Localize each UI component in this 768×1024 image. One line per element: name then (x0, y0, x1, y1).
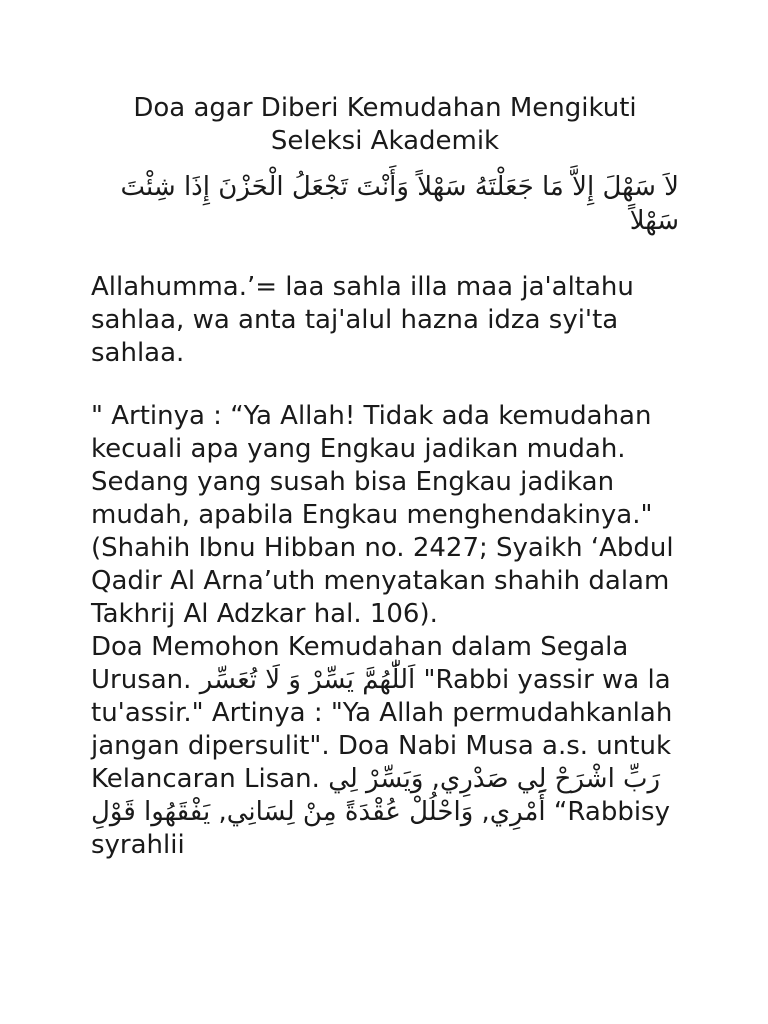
arabic-prayer-2: اَللّٰهُمَّ يَسِّرْ وَ لَا تُعَسِّر (199, 665, 416, 695)
spacer (91, 370, 679, 400)
second-prayer-heading: Doa Memohon Kemudahan dalam Segala Urusan. (91, 632, 629, 695)
translation-paragraph: " Artinya : “Ya Allah! Tidak ada kemudahan kecuali apa yang Engkau jadikan mudah. Sedang yang susah bisa Engkau jadikan mudah, apabila Engkau menghendakinya." (Shahih Ibnu Hibban no. 2427; Syaikh ‘Abdul Qadir Al Arna’uth menyatakan shahih dalam Takhrij Al Adzkar hal. 106). (91, 401, 674, 629)
second-prayer-paragraph (91, 631, 679, 862)
page-title: Doa agar Diberi Kemudahan Mengikuti Seleksi Akademik (133, 93, 637, 156)
arabic-prayer-1: لاَ سَهْلَ إِلاَّ مَا جَعَلْتَهُ سَهْلاً وَأَنْتَ تَجْعَلُ الْحَزْنَ إِذَا شِئْتَ سَهْلاً (120, 172, 679, 236)
third-prayer-transliteration: “Rabbisy syrahlii (91, 797, 670, 860)
spacer (91, 238, 679, 271)
arabic-prayer-3: رَبِّ اشْرَحْ لِي صَدْرِي, وَيَسِّرْ لِي أَمْرِي, وَاحْلُلْ عُقْدَةً مِنْ لِسَانِي, يَفْقَهُوا قَوْلِ (91, 764, 661, 827)
document-page (91, 92, 679, 862)
transliteration-paragraph: Allahumma.’= laa sahla illa maa ja'altahu sahlaa, wa anta taj'alul hazna idza syi'ta sahlaa. (91, 272, 634, 368)
second-prayer-text: "Rabbi yassir wa la tu'assir." Artinya : "Ya Allah permudahkanlah jangan dipersulit". Doa Nabi Musa a.s. untuk Kelancaran Lisan. (91, 665, 673, 794)
